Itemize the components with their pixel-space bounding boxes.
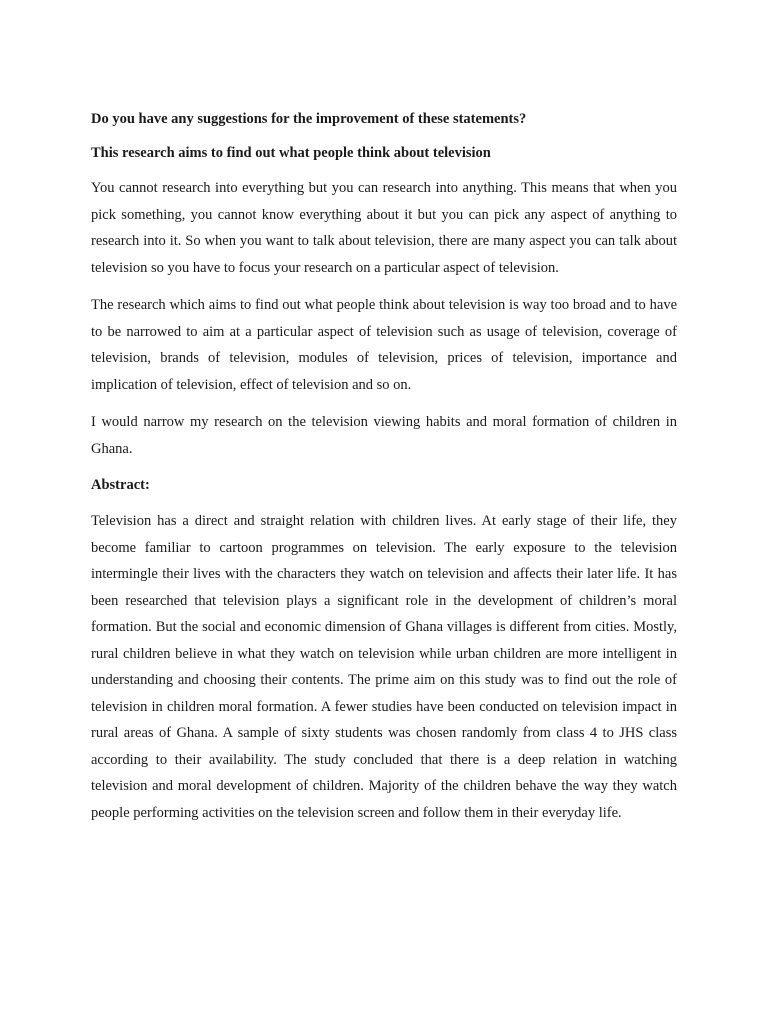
document-page <box>91 107 677 837</box>
paragraph-narrowed-topic: I would narrow my research on the television viewing habits and moral formation of children in Ghana. <box>91 414 677 457</box>
abstract-heading: Abstract: <box>91 477 150 493</box>
question-heading: Do you have any suggestions for the improvement of these statements? <box>91 111 527 127</box>
abstract-text: Television has a direct and straight relation with children lives. At early stage of their life, they become familiar to cartoon programmes on television. The early exposure to the television intermingle their lives with the characters they watch on television and affects their later life. It has been researched that television plays a significant role in the development of children’s moral formation. But the social and economic dimension of Ghana villages is different from cities. Mostly, rural children believe in what they watch on television while urban children are more intelligent in understanding and choosing their contents. The prime aim on this study was to find out the role of television in children moral formation. A fewer studies have been conducted on television impact in rural areas of Ghana. A sample of sixty students was chosen randomly from class 4 to JHS class according to their availability. The study concluded that there is a deep relation in watching television and moral development of children. Majority of the children behave the way they watch people performing activities on the television screen and follow them in their everyday life. <box>91 513 677 821</box>
paragraph-scope: You cannot research into everything but you can research into anything. This means that when you pick something, you cannot know everything about it but you can pick any aspect of anything to research into it. So when you want to talk about television, there are many aspect you can talk about television so you have to focus your research on a particular aspect of television. <box>91 180 677 276</box>
statement-heading: This research aims to find out what people think about television <box>91 145 491 161</box>
paragraph-too-broad: The research which aims to find out what people think about television is way too broad and to have to be narrowed to aim at a particular aspect of television such as usage of television, coverage of television, brands of television, modules of television, prices of television, importance and implication of television, effect of television and so on. <box>91 297 677 393</box>
